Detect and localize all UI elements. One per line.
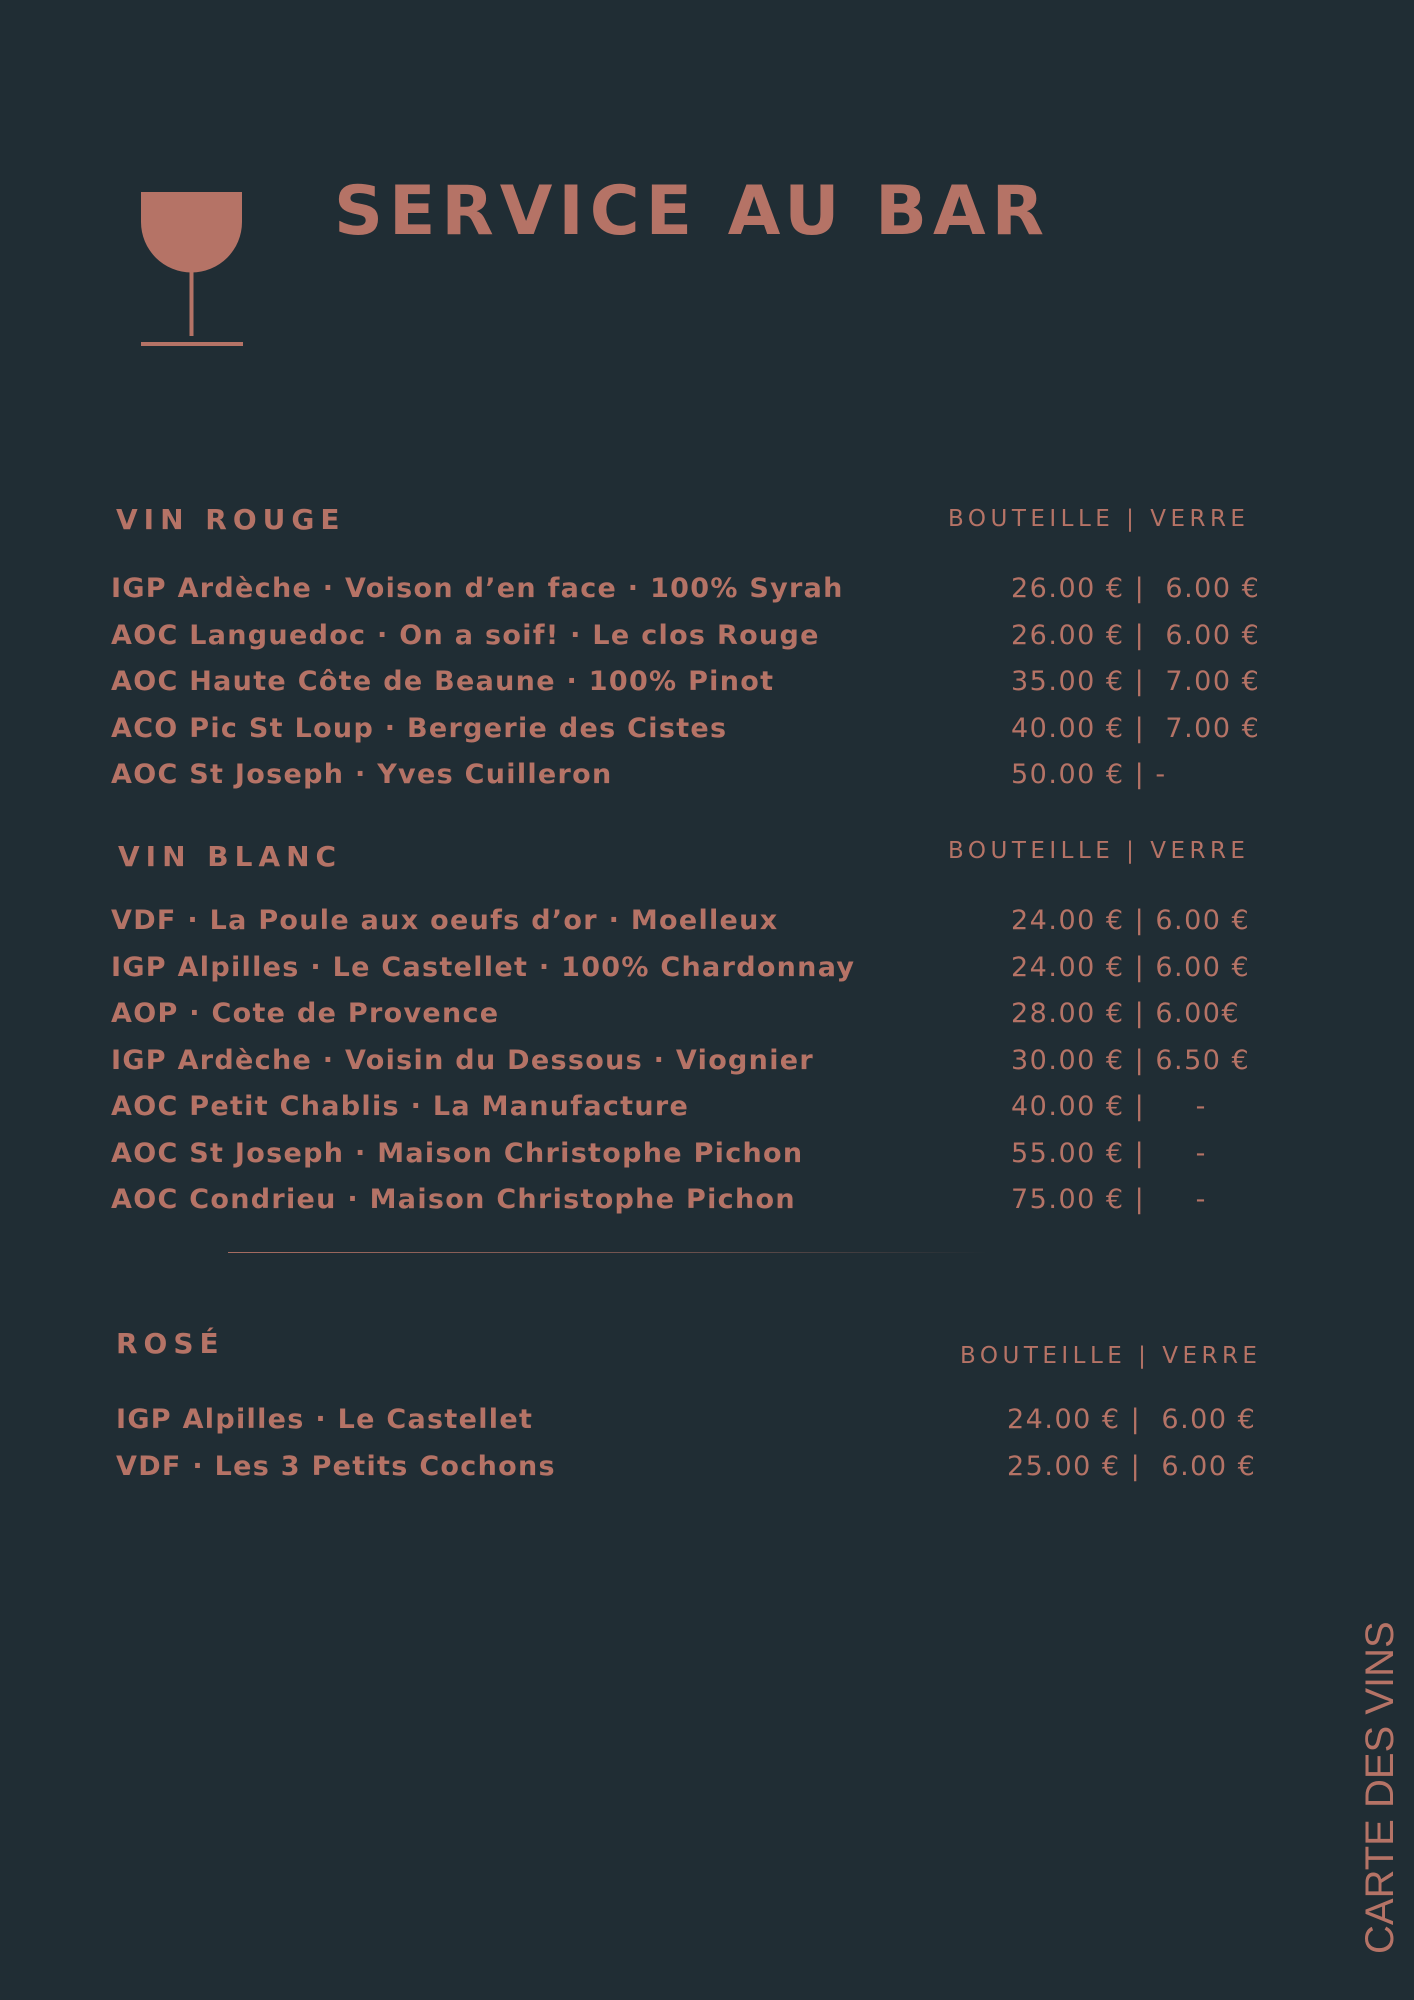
wine-price: 55.00 € | - [1011,1137,1207,1169]
column-header-bouteille-verre: BOUTEILLE | VERRE [948,506,1250,532]
wine-price: 40.00 € | - [1011,1091,1207,1122]
column-header-bouteille-verre: BOUTEILLE | VERRE [960,1343,1262,1369]
wine-name: AOP · Cote de Provence [111,998,500,1029]
wine-price: 26.00 € | 6.00 € [1011,573,1261,604]
wine-price: 75.00 € | - [1011,1184,1207,1215]
wine-name: AOC Haute Côte de Beaune · 100% Pinot [111,666,775,697]
wine-name: IGP Alpilles · Le Castellet · 100% Chardonnay [111,951,856,983]
wine-price: 30.00 € | 6.50 € [1011,1044,1251,1076]
wine-name: VDF · La Poule aux oeufs d’or · Moelleux [111,905,779,936]
section-heading-rose: ROSÉ [116,1327,225,1360]
wine-name: AOC Languedoc · On a soif! · Le clos Rouge [111,619,820,651]
wine-name: IGP Ardèche · Voisin du Dessous · Viognier [111,1044,814,1076]
wine-price: 24.00 € | 6.00 € [1011,905,1251,936]
section-heading-vin-rouge: VIN ROUGE [116,503,346,536]
wine-price: 25.00 € | 6.00 € [1007,1450,1257,1482]
wine-price: 35.00 € | 7.00 € [1011,666,1261,697]
side-label-carte-des-vins: CARTE DES VINS [1358,1621,1402,1954]
wine-name: VDF · Les 3 Petits Cochons [116,1450,556,1482]
wine-price: 24.00 € | 6.00 € [1007,1404,1257,1435]
wine-price: 26.00 € | 6.00 € [1011,619,1261,651]
wine-price: 24.00 € | 6.00 € [1011,951,1251,983]
section-heading-vin-blanc: VIN BLANC [118,840,343,873]
wine-name: IGP Alpilles · Le Castellet [116,1404,534,1435]
column-header-bouteille-verre: BOUTEILLE | VERRE [948,838,1250,864]
wine-price: 40.00 € | 7.00 € [1011,712,1261,744]
wine-name: AOC St Joseph · Maison Christophe Pichon [111,1137,804,1169]
wine-price: 50.00 € | - [1011,759,1167,790]
wine-price: 28.00 € | 6.00€ [1011,998,1241,1029]
section-divider [228,1252,988,1253]
wine-name: AOC Petit Chablis · La Manufacture [111,1091,690,1122]
wine-name: ACO Pic St Loup · Bergerie des Cistes [111,712,728,744]
wine-glass-icon [138,190,248,350]
page-title: SERVICE AU BAR [334,172,1050,251]
wine-name: IGP Ardèche · Voison d’en face · 100% Syrah [111,573,844,604]
wine-name: AOC Condrieu · Maison Christophe Pichon [111,1184,796,1215]
wine-name: AOC St Joseph · Yves Cuilleron [111,759,613,790]
